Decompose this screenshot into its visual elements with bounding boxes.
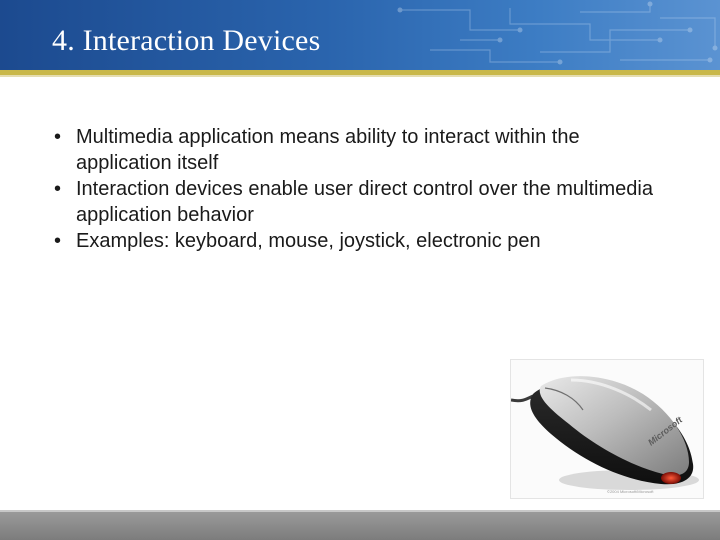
bullet-text: Examples: keyboard, mouse, joystick, electronic pen — [76, 230, 541, 252]
mouse-icon — [511, 360, 703, 498]
bullet-item — [48, 124, 668, 176]
footer-bar — [0, 512, 720, 540]
bullet-glyph: • — [54, 178, 62, 200]
title-bar — [0, 0, 720, 70]
bullet-text: Multimedia application means ability to interact within the application itself — [76, 126, 580, 174]
photo-caption: ©2004 Microsoft/Microsoft — [607, 489, 654, 494]
bullet-glyph: • — [54, 126, 62, 148]
bullet-item — [48, 176, 668, 228]
circuit-pattern — [360, 0, 720, 70]
brand-logo-text: Microsoft — [646, 414, 685, 448]
mouse-photo — [510, 359, 704, 499]
bullet-text: Interaction devices enable user direct control over the multimedia application behavior — [76, 178, 653, 226]
title-rule-shadow — [0, 75, 720, 77]
bullet-list — [48, 124, 668, 254]
bullet-glyph: • — [54, 230, 62, 252]
slide-title: 4. Interaction Devices — [52, 24, 321, 57]
bullet-item — [48, 228, 668, 254]
